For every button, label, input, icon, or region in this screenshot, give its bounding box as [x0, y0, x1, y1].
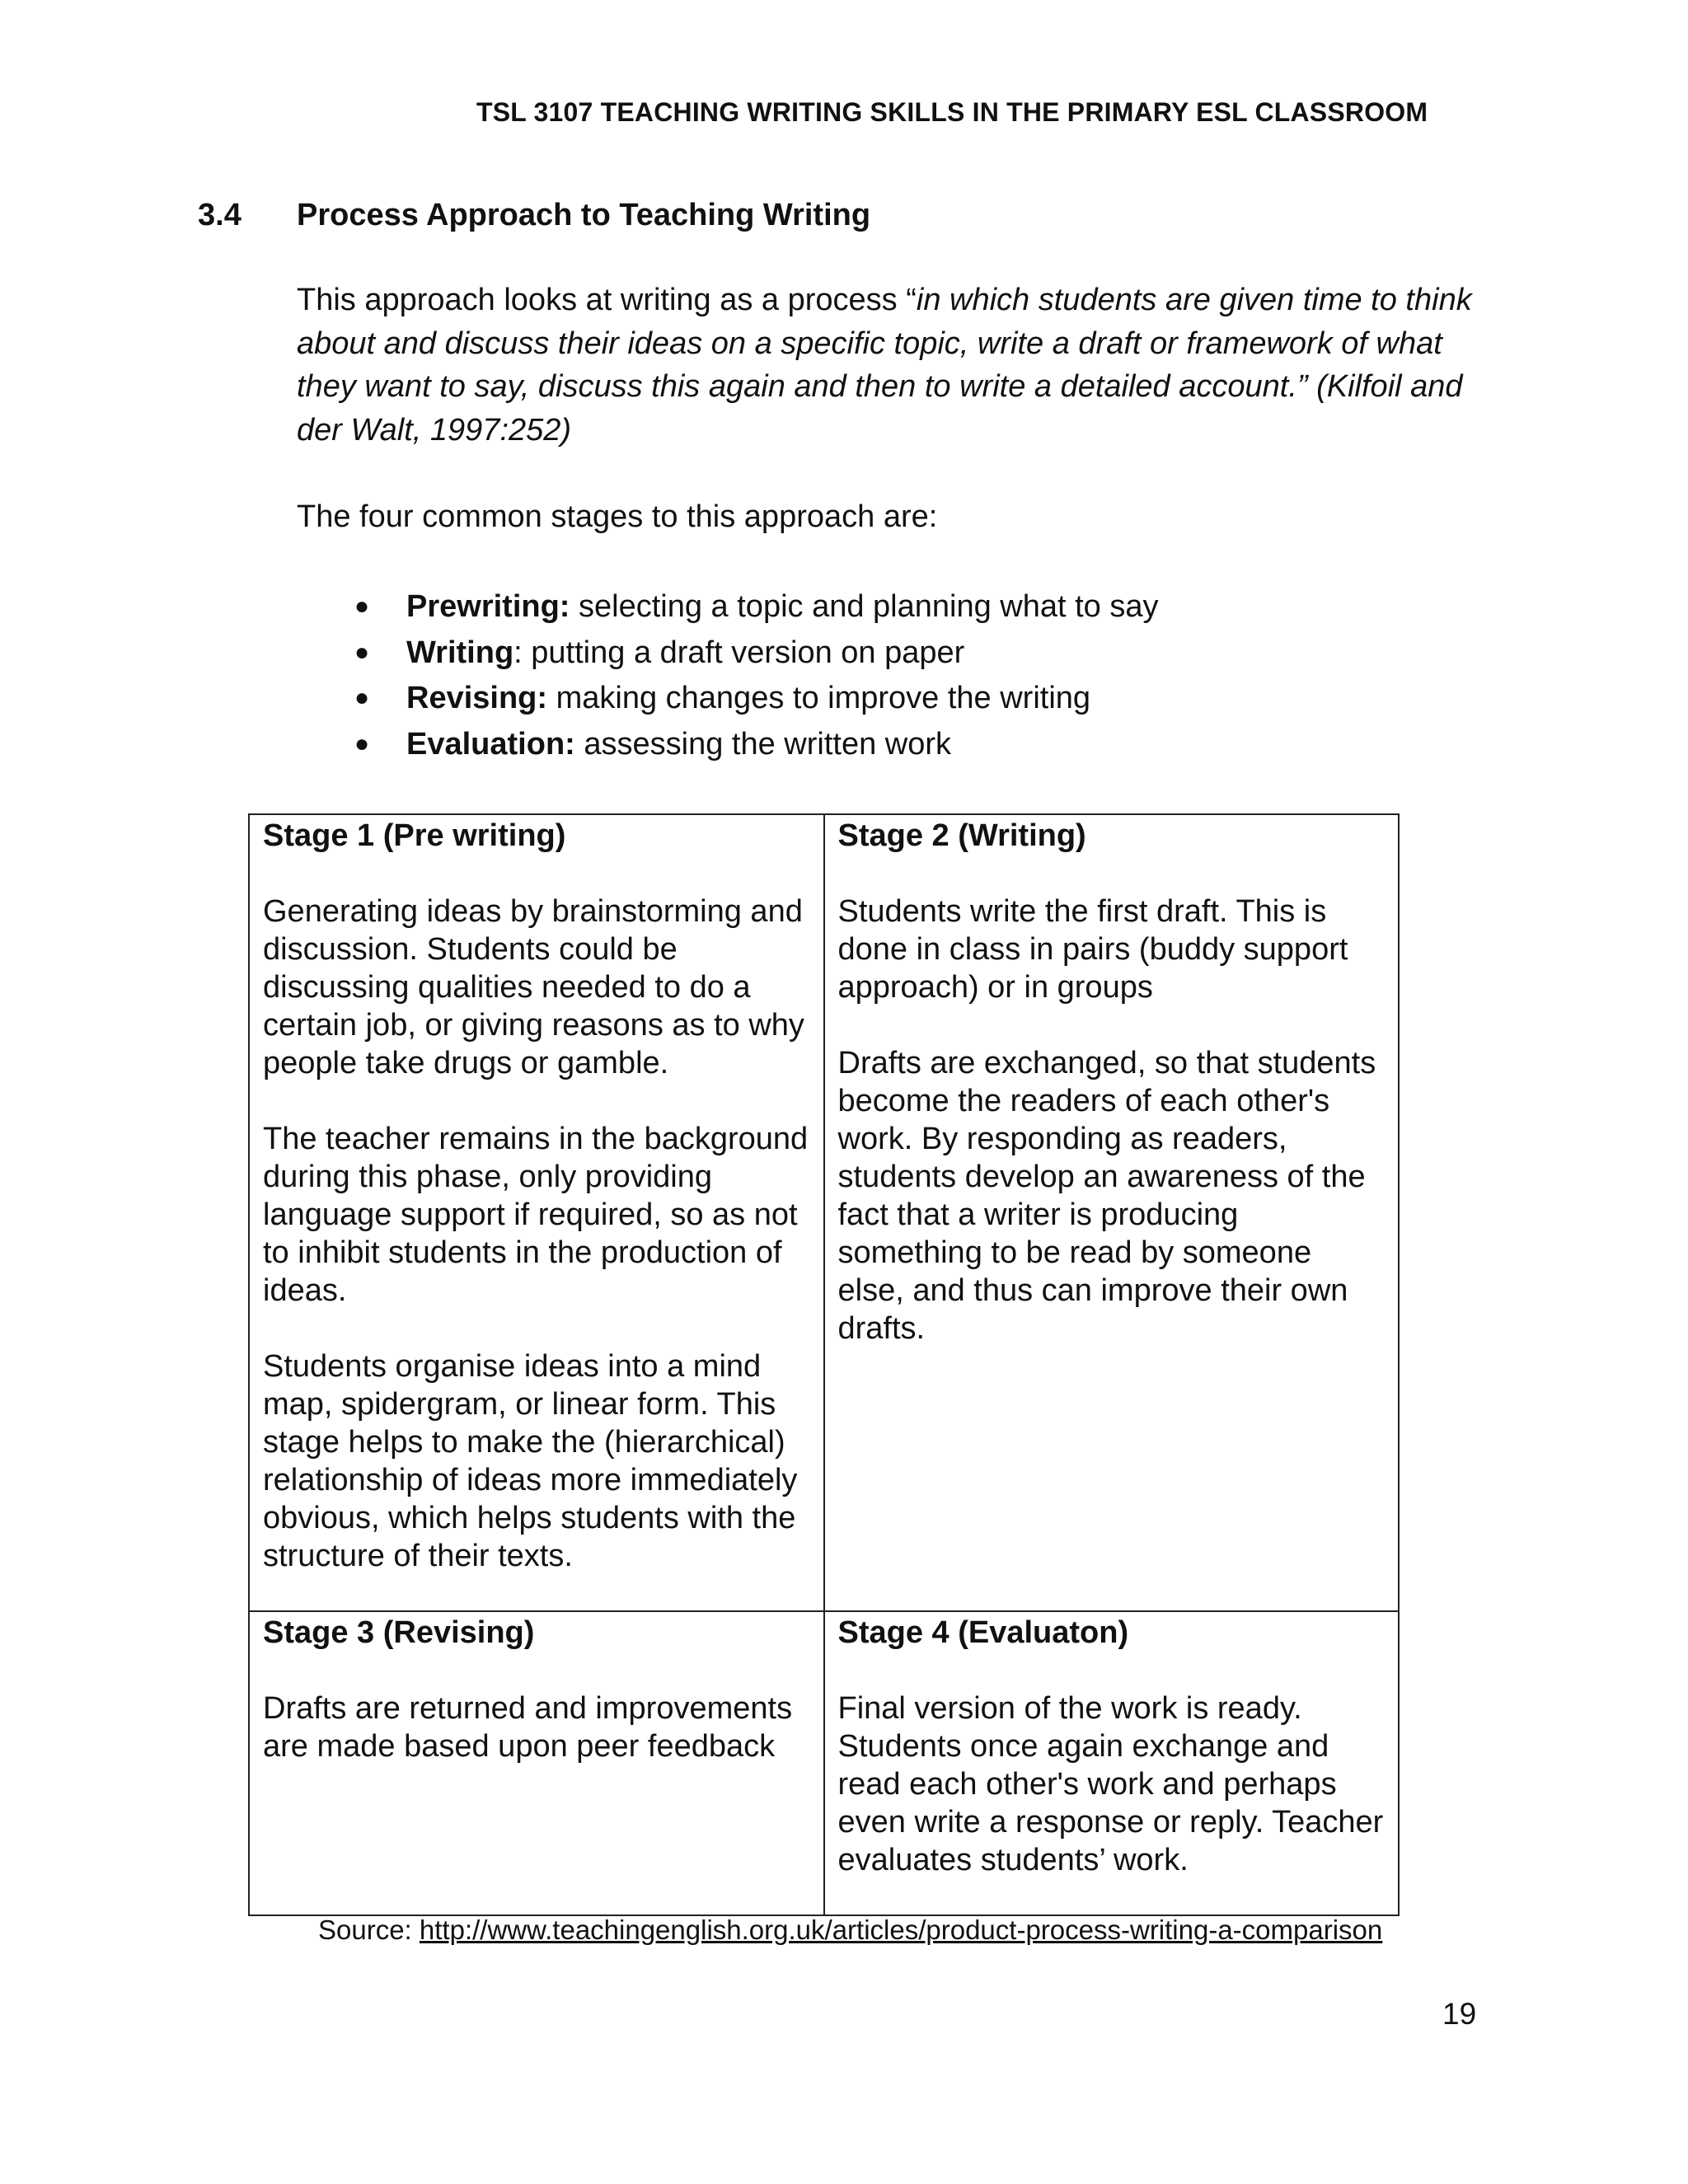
stage-desc: assessing the written work [574, 726, 951, 762]
intro-paragraph [297, 279, 1484, 452]
list-item [354, 587, 1159, 633]
stage-term: Writing [406, 635, 514, 670]
stage2-para-1: Students write the first draft. This is done in class in pairs (buddy support approach) or in groups [837, 894, 1348, 1005]
stage4-para-1: Final version of the work is ready. Students once again exchange and read each other's work and perhaps even write a response or reply. Teacher evaluates students’ work. [837, 1691, 1384, 1877]
stage2-para-2: Drafts are exchanged, so that students become the readers of each other's work. By responding as readers, students develop an awareness of the fact that a writer is producing something to be read by someone else, and thus can improve their own drafts. [837, 1046, 1376, 1346]
table-row [249, 814, 1399, 1611]
bullet-icon: ● [354, 638, 370, 666]
stages-table [248, 813, 1400, 1916]
stages-lead: The four common stages to this approach are: [297, 499, 938, 534]
source-link[interactable]: http://www.teachingenglish.org.uk/articles/product-process-writing-a-comparison [419, 1915, 1383, 1945]
stage1-para-1: Generating ideas by brainstorming and discussion. Students could be discussing qualities needed to do a certain job, or giving reasons as to why people take drugs or gamble. [263, 894, 804, 1080]
bullet-icon: ● [354, 729, 370, 757]
stage-desc: making changes to improve the writing [547, 681, 1091, 715]
stage3-para-1: Drafts are returned and improvements are made based upon peer feedback [263, 1691, 793, 1764]
list-item [354, 633, 1159, 679]
running-header: TSL 3107 TEACHING WRITING SKILLS IN THE PRIMARY ESL CLASSROOM [476, 97, 1428, 127]
stage4-cell [824, 1611, 1400, 1915]
source-citation [318, 1915, 1382, 1946]
section-number: 3.4 [198, 198, 241, 232]
stage-desc: : putting a draft version on paper [513, 635, 965, 670]
stage3-cell [249, 1611, 824, 1915]
stage1-para-2: The teacher remains in the background during this phase, only providing language support if required, so as not to inhibit students in the production of ideas. [263, 1122, 809, 1308]
stage1-cell [249, 814, 824, 1611]
stage-desc: selecting a topic and planning what to say [570, 589, 1159, 624]
stage3-title: Stage 3 (Revising) [263, 1615, 535, 1650]
page-number: 19 [1442, 1997, 1477, 2031]
stage-term: Revising: [406, 681, 548, 715]
stages-list [354, 587, 1159, 770]
section-title: Process Approach to Teaching Writing [297, 198, 871, 232]
list-item [354, 724, 1159, 771]
section-heading [198, 198, 870, 233]
stage-term: Prewriting: [406, 589, 570, 624]
stage-term: Evaluation: [406, 726, 575, 762]
stage1-title: Stage 1 (Pre writing) [263, 818, 566, 853]
stage2-cell [824, 814, 1400, 1611]
intro-quote: in which students are given time to think about and discuss their ideas on a specific topic, write a draft or framework of what they want to say, discuss this again and then to write a detailed account.” (Kilfoil and der Walt, 1997:252) [297, 283, 1472, 448]
stage1-para-3: Students organise ideas into a mind map, spidergram, or linear form. This stage helps to make the (hierarchical) relationship of ideas more immediately obvious, which helps students with the structure of their texts. [263, 1349, 798, 1573]
bullet-icon: ● [354, 593, 370, 620]
stage4-title: Stage 4 (Evaluaton) [837, 1615, 1129, 1650]
list-item [354, 678, 1159, 724]
source-label: Source: [318, 1915, 420, 1945]
intro-lead: This approach looks at writing as a process “ [297, 283, 917, 317]
bullet-icon: ● [354, 684, 370, 711]
table-row [249, 1611, 1399, 1915]
stage2-title: Stage 2 (Writing) [837, 818, 1086, 853]
